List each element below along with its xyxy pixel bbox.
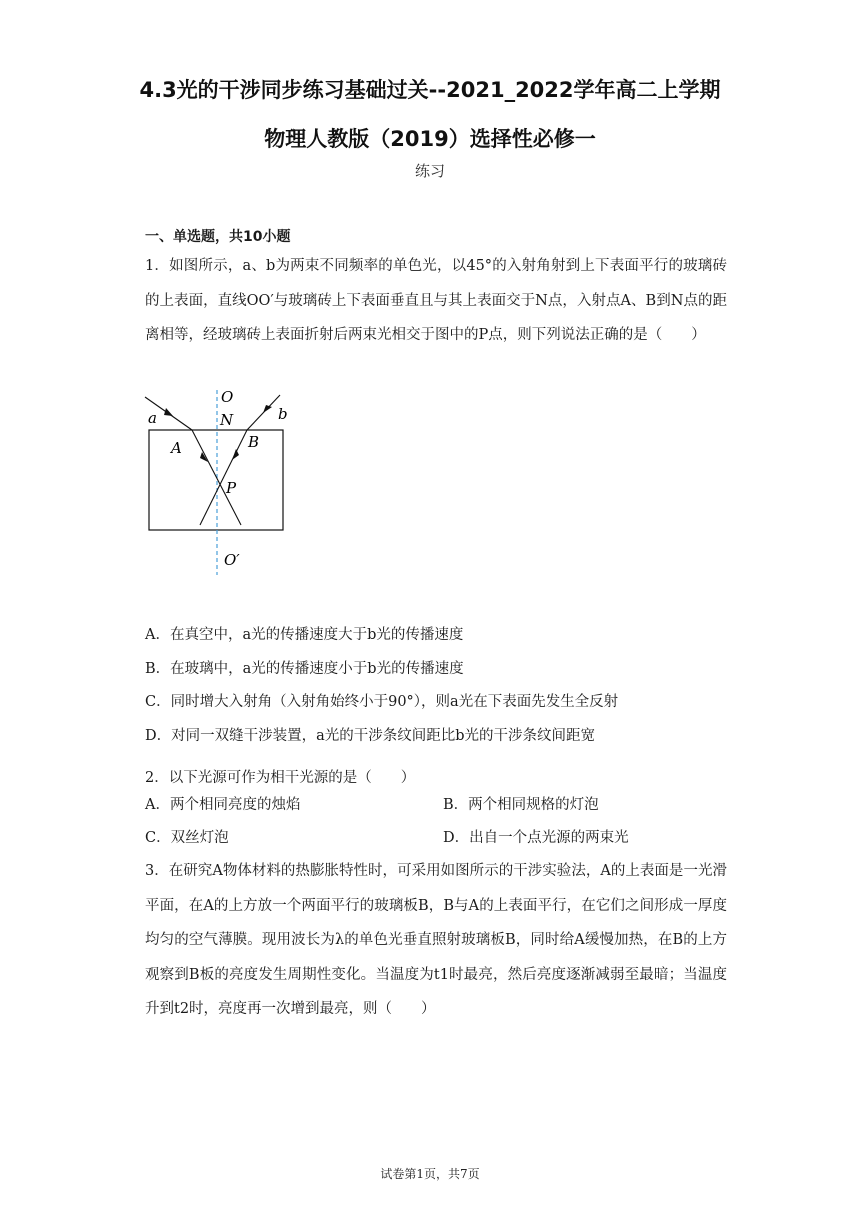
section-heading: 一、单选题，共10小题 (145, 229, 291, 245)
question-2-option-c[interactable]: C．双丝灯泡 (145, 830, 229, 846)
question-1-stem: 1．如图所示，a、b为两束不同频率的单色光，以45°的入射角射到上下表面平行的玻璃砖的上表面，直线OO′与玻璃砖上下表面垂直且与其上表面交于N点，入射点A、B到N点的距离相等，经玻璃砖上表面折射后两束光相交于图中的P点，则下列说法正确的是（ ） (145, 258, 727, 344)
question-2-option-d[interactable]: D．出自一个点光源的两束光 (443, 830, 629, 846)
refraction-diagram (140, 385, 310, 580)
label-A: A (171, 439, 182, 457)
question-2-stem: 2．以下光源可作为相干光源的是（ ） (145, 770, 416, 786)
ray-b-arrow-head (263, 405, 272, 413)
question-2-option-b[interactable]: B．两个相同规格的灯泡 (443, 797, 599, 813)
ray-b-refracted (200, 430, 247, 525)
label-b: b (278, 405, 288, 423)
page-subtitle: 练习 (414, 162, 445, 180)
label-O: O (221, 388, 234, 406)
question-1-option-c[interactable]: C．同时增大入射角（入射角始终小于90°），则a光在下表面先发生全反射 (145, 694, 619, 710)
label-N: N (220, 411, 234, 429)
label-P: P (226, 479, 237, 497)
label-B: B (248, 433, 260, 451)
question-1-option-a[interactable]: A．在真空中，a光的传播速度大于b光的传播速度 (145, 627, 464, 643)
question-1-option-d[interactable]: D．对同一双缝干涉装置，a光的干涉条纹间距比b光的干涉条纹间距宽 (145, 728, 596, 744)
question-2-option-a[interactable]: A．两个相同亮度的烛焰 (145, 797, 301, 813)
label-O-prime: O′ (224, 551, 240, 569)
ray-a-arrow-head (164, 408, 173, 416)
glass-block (149, 430, 283, 530)
page-footer: 试卷第1页，共7页 (380, 1167, 480, 1181)
question-1-option-b[interactable]: B．在玻璃中，a光的传播速度小于b光的传播速度 (145, 661, 464, 677)
ray-b-refracted-arrow-head (232, 449, 239, 460)
page-title-line-2: 物理人教版（2019）选择性必修一 (264, 127, 596, 151)
question-3-stem: 3．在研究A物体材料的热膨胀特性时，可采用如图所示的干涉实验法，A的上表面是一光滑平面，在A的上方放一个两面平行的玻璃板B，B与A的上表面平行，在它们之间形成一厚度均匀的空气薄膜。现用波长为λ的单色光垂直照射玻璃板B，同时给A缓慢加热，在B的上方观察到B板的亮度发生周期性变化。当温度为t1时最亮，然后亮度逐渐减弱至最暗；当温度升到t2时，亮度再一次增到最亮，则（ ） (145, 863, 727, 1018)
page-title-line-1: 4.3光的干涉同步练习基础过关--2021_2022学年高二上学期 (139, 78, 721, 102)
label-a: a (148, 409, 157, 427)
